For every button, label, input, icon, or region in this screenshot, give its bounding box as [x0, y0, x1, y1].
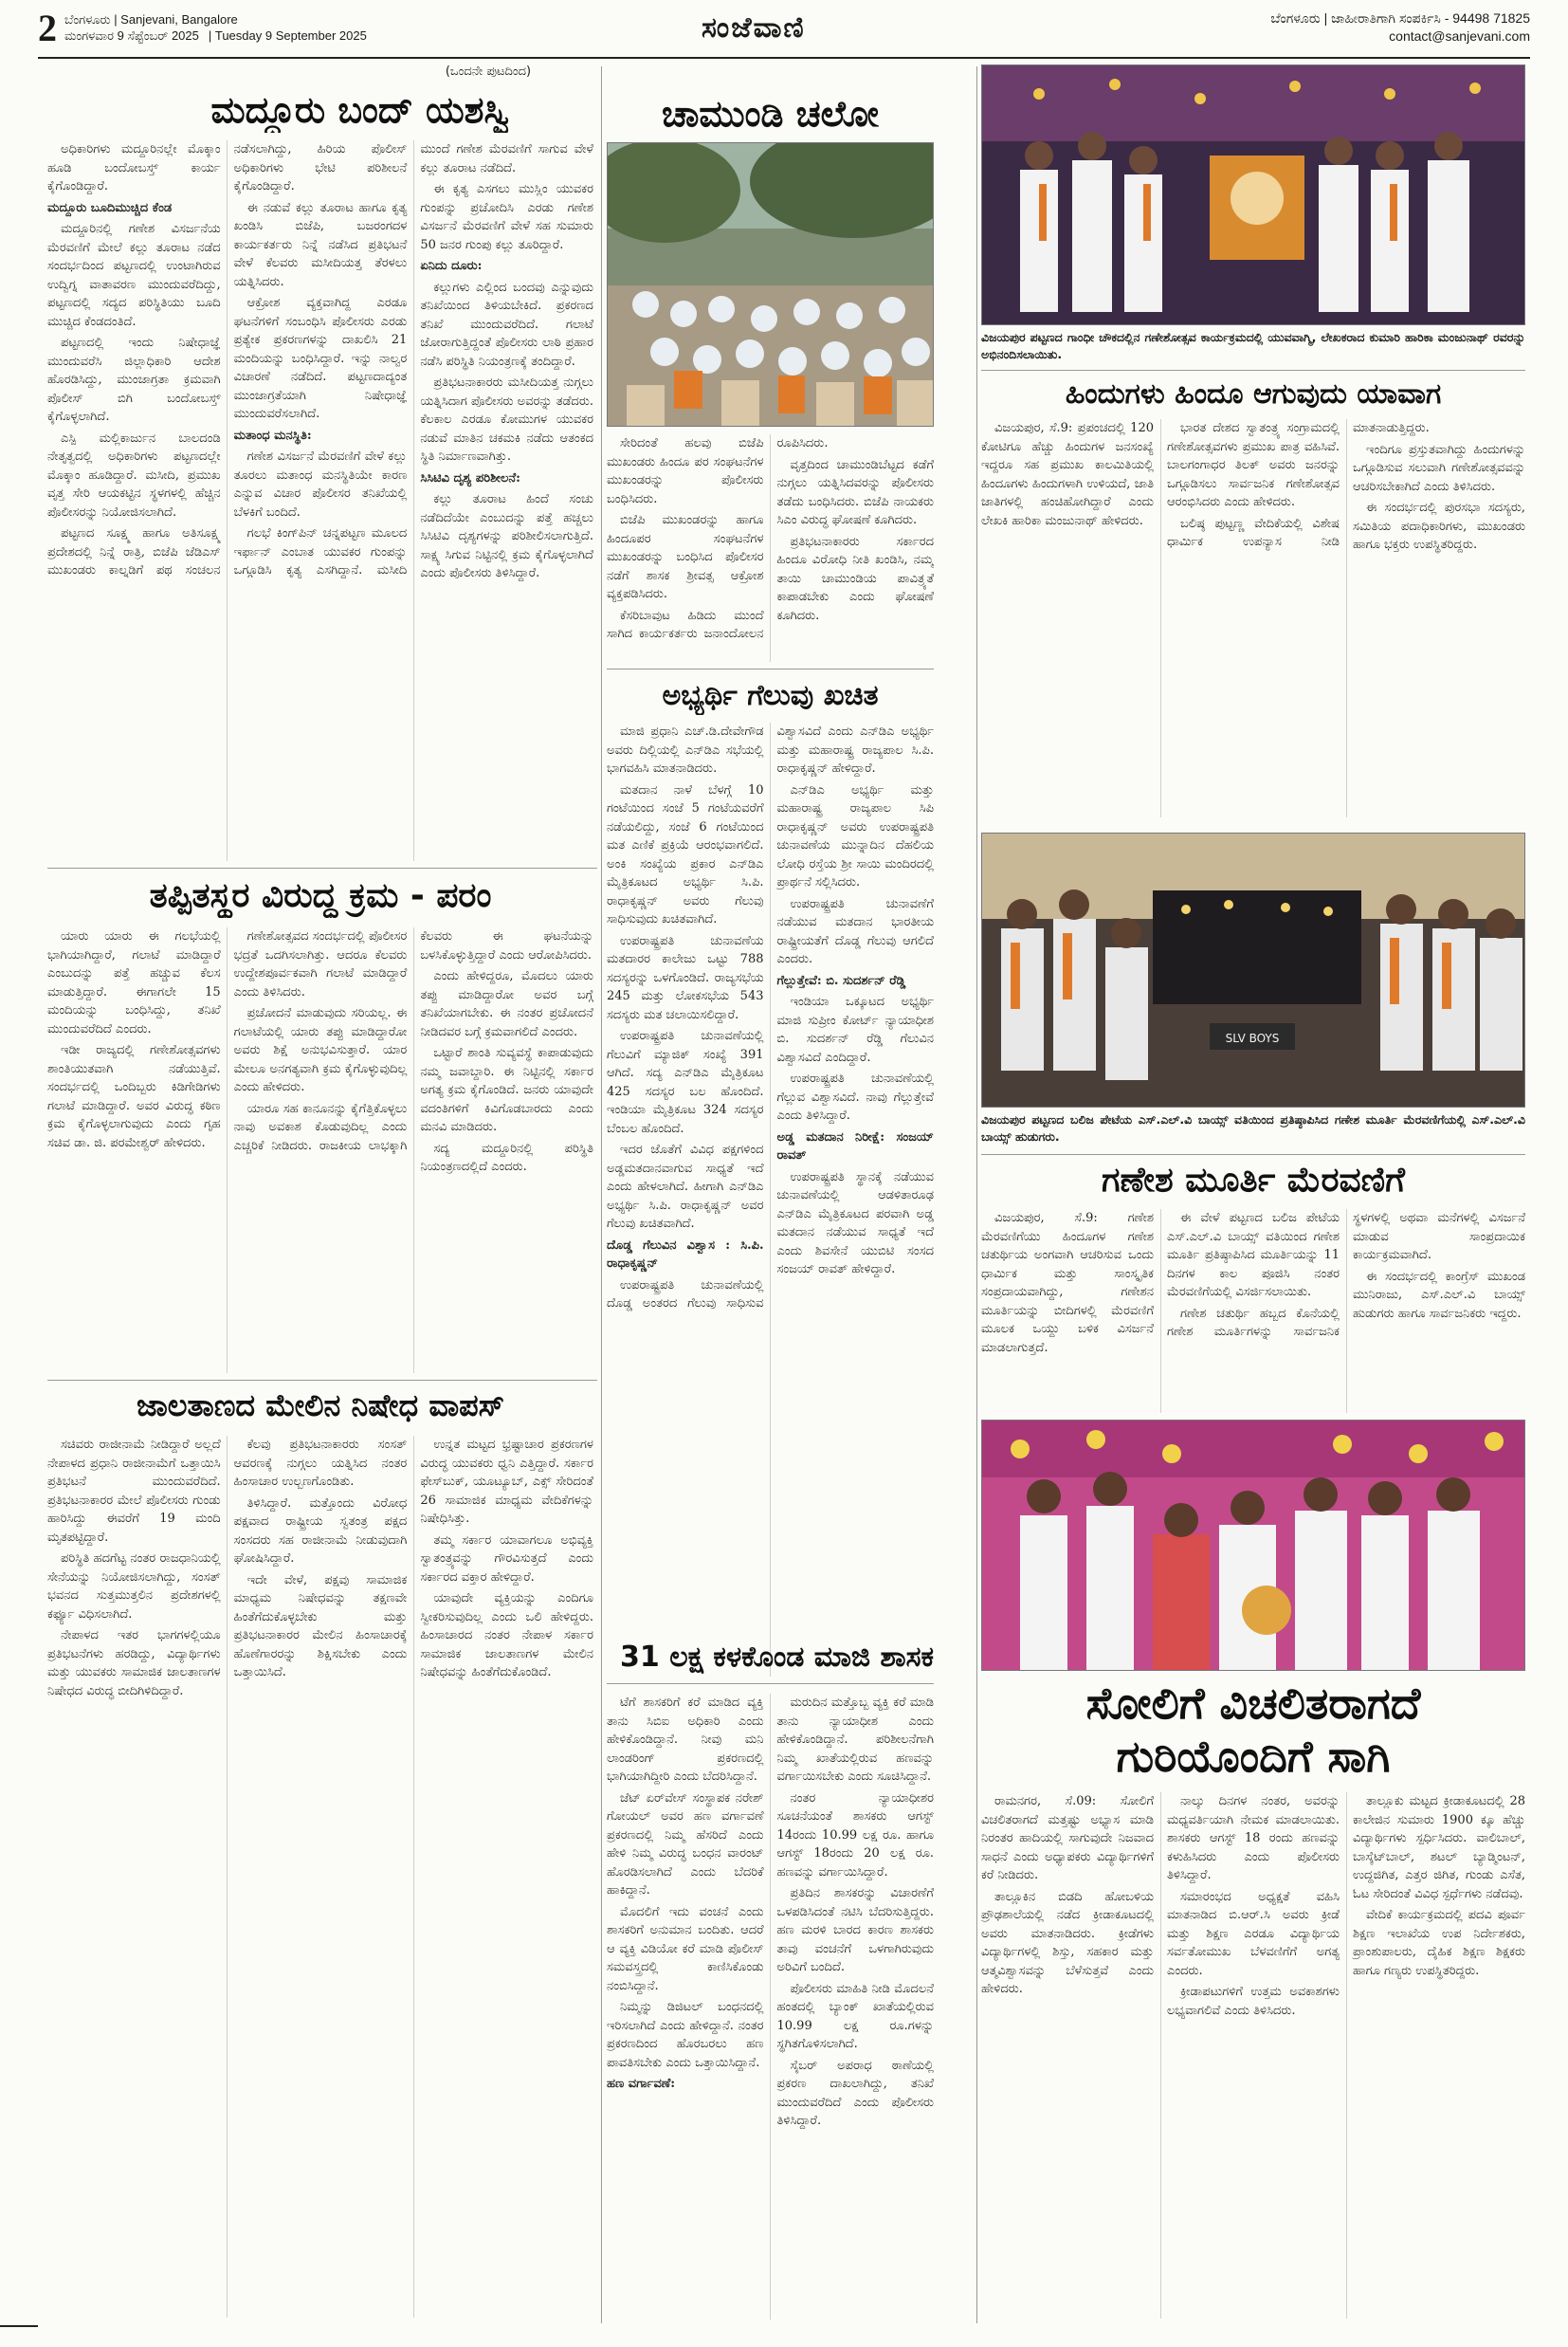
- kicker-continued: (ಒಂದನೇ ಪುಟದಿಂದ): [445, 64, 532, 79]
- paragraph: ಕಲ್ಲು ತೂರಾಟ ಹಿಂದೆ ಸಂಚು ನಡೆದಿದೆಯೇ ಎಂಬುದನ್ನು ಪತ್ತೆ ಹಚ್ಚಲು ಸಿಸಿಟಿವಿ ದೃಶ್ಯಗಳನ್ನು ಪರಿಶೀಲಿಸಲಾಗುತ್ತಿದೆ. ಸಾಕ್ಷ್ಯ ಸಿಗುವ ನಿಟ್ಟಿನಲ್ಲಿ ಕ್ರಮ ಕೈಗೊಳ್ಳಲಾಗಿದೆ ಎಂದು ಪೊಲೀಸರು ತಿಳಿಸಿದ್ದಾರೆ.: [420, 492, 593, 580]
- paragraph: ವೇದಿಕೆ ಕಾರ್ಯಕ್ರಮದಲ್ಲಿ ಪದವಿ ಪೂರ್ವ ಶಿಕ್ಷಣ ಇಲಾಖೆಯ ಉಪ ನಿರ್ದೇಶಕರು, ಪ್ರಾಂಶುಪಾಲರು, ದೈಹಿಕ ಶಿಕ್ಷಣ ಶಿಕ್ಷಕರು ಹಾಗೂ ಗಣ್ಯರು ಉಪಸ್ಥಿತರಿದ್ದರು.: [1353, 1908, 1525, 1978]
- paragraph: ಸೇರಿದಂತೆ ಹಲವು ಬಿಜೆಪಿ ಮುಖಂಡರು ಹಿಂದೂ ಪರ ಸಂಘಟನೆಗಳ ಮುಖಂಡರನ್ನು ಪೊಲೀಸರು ಬಂಧಿಸಿದರು.: [607, 436, 764, 506]
- headline-tappitastara: ತಪ್ಪಿತಸ್ಥರ ವಿರುದ್ಧ ಕ್ರಮ - ಪರಂ: [149, 876, 492, 915]
- paragraph: ಕೆಲವು ಪ್ರತಿಭಟನಾಕಾರರು ಸಂಸತ್ ಆವರಣಕ್ಕೆ ನುಗ್ಗಲು ಯತ್ನಿಸಿದ ನಂತರ ಹಿಂಸಾಚಾರ ಉಲ್ಬಣಗೊಂಡಿತು.: [233, 1438, 408, 1489]
- banner-text: SLV BOYS: [1225, 1032, 1280, 1045]
- date-kannada: ಮಂಗಳವಾರ 9 ಸೆಪ್ಟೆಂಬರ್ 2025: [64, 28, 199, 43]
- protest-crowd-image: [608, 143, 934, 427]
- paragraph: ಉಪರಾಷ್ಟ್ರಪತಿ ಚುನಾವಣೆಯ ಮತದಾರರ ಕಾಲೇಜು ಒಟ್ಟು 788 ಸದಸ್ಯರನ್ನು ಒಳಗೊಂಡಿದೆ. ರಾಜ್ಯಸಭೆಯ 245 ಮತ್ತು ಲೋಕಸಭೆಯ 543 ಸದಸ್ಯರು ಮತ ಚಲಾಯಿಸಲಿದ್ದಾರೆ.: [607, 933, 764, 1022]
- paragraph: ಉನ್ನತ ಮಟ್ಟದ ಭ್ರಷ್ಟಾಚಾರ ಪ್ರಕರಣಗಳ ವಿರುದ್ಧ ಯುವಕರು ಧ್ವನಿ ಎತ್ತಿದ್ದಾರೆ. ಸರ್ಕಾರ ಫೇಸ್‌ಬುಕ್, ಯೂಟ್ಯೂಬ್, ಎಕ್ಸ್ ಸೇರಿದಂತೆ 26 ಸಾಮಾಜಿಕ ಮಾಧ್ಯಮ ವೇದಿಕೆಗಳನ್ನು ನಿಷೇಧಿಸಿತ್ತು.: [420, 1438, 593, 1526]
- paragraph: ಕ್ರೀಡಾಪಟುಗಳಿಗೆ ಉತ್ತಮ ಅವಕಾಶಗಳು ಲಭ್ಯವಾಗಲಿವೆ ಎಂದು ತಿಳಿಸಿದರು.: [1167, 1985, 1340, 2018]
- paragraph: ನೇಪಾಳದ ಇತರ ಭಾಗಗಳಲ್ಲಿಯೂ ಪ್ರತಿಭಟನೆಗಳು ಹರಡಿದ್ದು, ವಿದ್ಯಾರ್ಥಿಗಳು ಮತ್ತು ಯುವಕರು ಸಾಮಾಜಿಕ ಜಾಲತಾಣಗಳ ನಿಷೇಧದ ವಿರುದ್ಧ ಬೀದಿಗಿಳಿದಿದ್ದಾರೆ.: [47, 1628, 221, 1698]
- ad-contact-line: ಬೆಂಗಳೂರು | ಜಾಹೀರಾತಿಗಾಗಿ ಸಂಪರ್ಕಿಸಿ - 94498 71825: [1270, 10, 1530, 26]
- paragraph: ಮಾಜಿ ಪ್ರಧಾನಿ ಎಚ್.ಡಿ.ದೇವೇಗೌಡ ಅವರು ದಿಲ್ಲಿಯಲ್ಲಿ ಎನ್‌ಡಿಎ ಸಭೆಯಲ್ಲಿ ಭಾಗವಹಿಸಿ ಮಾತನಾಡಿದರು.: [607, 724, 764, 776]
- paragraph: ಇದರ ಜೊತೆಗೆ ವಿವಿಧ ಪಕ್ಷಗಳಿಂದ ಅಡ್ಡಮತದಾನವಾಗುವ ಸಾಧ್ಯತೆ ಇದೆ ಎಂದು ಹೇಳಲಾಗಿದೆ. ಹೀಗಾಗಿ ಎನ್‌ಡಿಎ ಅಭ್ಯರ್ಥಿ ಸಿ.ಪಿ. ರಾಧಾಕೃಷ್ಣನ್ ಅವರ ಗೆಲುವು ಖಚಿತವಾಗಿದೆ.: [607, 1143, 764, 1231]
- headline-solige-line2: ಗುರಿಯೊಂದಿಗೆ ಸಾಗಿ: [1116, 1731, 1391, 1782]
- paragraph: ವಿಜಯಪುರ, ಸೆ.9: ಗಣೇಶ ಮೆರವಣಿಗೆಯು ಹಿಂದೂಗಳ ಗಣೇಶ ಚತುರ್ಥಿಯ ಅಂಗವಾಗಿ ಆಚರಿಸುವ ಒಂದು ಧಾರ್ಮಿಕ ಮತ್ತು ಸಾಂಸ್ಕೃತಿಕ ಸಂಪ್ರದಾಯವಾಗಿದ್ದು, ಗಣೇಶನ ಮೂರ್ತಿಯನ್ನು ಬೀದಿಗಳಲ್ಲಿ ಮೆರವಣಿಗೆ ಮೂಲಕ ಒಯ್ದು ಬಳಿಕ ವಿಸರ್ಜನೆ ಮಾಡಲಾಗುತ್ತದೆ.: [981, 1211, 1154, 1355]
- photo-chamundi-protest: [607, 142, 934, 427]
- headline-maddur: ಮದ್ದೂರು ಬಂದ್ ಯಶಸ್ವಿ: [210, 89, 510, 131]
- paragraph: ಬಲಿಷ್ಠ ಪುಟ್ಟಣ್ಣ ವೇದಿಕೆಯಲ್ಲಿ ವಿಶೇಷ ಧಾರ್ಮಿಕ ಉಪನ್ಯಾಸ ನೀಡಿ ಮಾತನಾಡುತ್ತಿದ್ದರು.: [1167, 421, 1430, 549]
- paragraph: ಎಂದು ಹೇಳಿದ್ದರೂ, ಮೊದಲು ಯಾರು ತಪ್ಪು ಮಾಡಿದ್ದಾರೋ ಅವರ ಬಗ್ಗೆ ತನಿಖೆಯಾಗಬೇಕು. ಈ ನಂತರ ಪ್ರಚೋದನೆ ನೀಡಿದವರ ಬಗ್ಗೆ ಕ್ರಮವಾಗಲಿದೆ ಎಂದರು.: [420, 969, 593, 1039]
- paragraph: ಯಾವುದೇ ವ್ಯಕ್ತಿಯನ್ನು ಎಂದಿಗೂ ಸ್ವೀಕರಿಸುವುದಿಲ್ಲ ಎಂದು ಒಲಿ ಹೇಳಿದ್ದರು. ಹಿಂಸಾಚಾರದ ನಂತರ ನೇಪಾಳ ಸರ್ಕಾರ ಸಾಮಾಜಿಕ ಜಾಲತಾಣಗಳ ಮೇಲಿನ ನಿಷೇಧವನ್ನು ಹಿಂತೆಗೆದುಕೊಂಡಿದೆ.: [420, 1591, 593, 1679]
- paragraph: ಮದ್ದೂರಿನಲ್ಲಿ ಗಣೇಶ ವಿಸರ್ಜನೆಯ ಮೆರವಣಿಗೆ ಮೇಲೆ ಕಲ್ಲು ತೂರಾಟ ನಡೆದ ಸಂದರ್ಭದಿಂದ ಪಟ್ಟಣದಲ್ಲಿ ಉಂಟಾಗಿರುವ ಉದ್ವಿಗ್ನ ವಾತಾವರಣ ಮುಂದುವರೆದಿದ್ದು, ಪಟ್ಟಣದಲ್ಲಿ ಸದ್ಯದ ಪರಿಸ್ಥಿತಿಯು ಬೂದಿ ಮುಚ್ಚಿದ ಕೆಂಡದಂತಿದೆ.: [47, 222, 221, 329]
- article-jalatana: [47, 1436, 593, 2318]
- paragraph: ಉಪರಾಷ್ಟ್ರಪತಿ ಚುನಾವಣೆಯಲ್ಲಿ ಗೆಲುವಿಗೆ ಮ್ಯಾಜಿಕ್ ಸಂಖ್ಯೆ 391 ಆಗಿದೆ. ಸದ್ಯ ಎನ್‌ಡಿಎ ಮೈತ್ರಿಕೂಟ 425 ಸದಸ್ಯರ ಬಲ ಹೊಂದಿದೆ. ಇಂಡಿಯಾ ಮೈತ್ರಿಕೂಟ 324 ಸದಸ್ಯರ ಬೆಂಬಲ ಹೊಂದಿದೆ.: [607, 1029, 764, 1136]
- paragraph: ಕೆಸರಿಬಾವುಟ ಹಿಡಿದು ಮುಂದೆ ಸಾಗಿದ ಕಾರ್ಯಕರ್ತರು ಜನಾಂದೋಲನ ರೂಪಿಸಿದರು.: [607, 436, 829, 641]
- paragraph: ಟೆಗೆ ಶಾಸಕರಿಗೆ ಕರೆ ಮಾಡಿದ ವ್ಯಕ್ತಿ ತಾನು ಸಿಬಿಐ ಅಧಿಕಾರಿ ಎಂದು ಹೇಳಿಕೊಂಡಿದ್ದಾನೆ. ನೀವು ಮನಿ ಲಾಂಡರಿಂಗ್ ಪ್ರಕರಣದಲ್ಲಿ ಭಾಗಿಯಾಗಿದ್ದೀರಿ ಎಂದು ಬೆದರಿಸಿದ್ದಾನೆ.: [607, 1696, 764, 1784]
- subhead: ಸಿಸಿಟಿವಿ ದೃಶ್ಯ ಪರಿಶೀಲನೆ:: [420, 470, 520, 486]
- paragraph: ಈ ಸಂದರ್ಭದಲ್ಲಿ ಕಾಂಗ್ರೆಸ್ ಮುಖಂಡ ಮುನಿರಾಜು, ಎಸ್.ಎಲ್.ವಿ ಬಾಯ್ಸ್ ಹುಡುಗರು ಹಾಗೂ ಸಾರ್ವಜನಿಕರು ಇದ್ದರು.: [1353, 1269, 1525, 1321]
- paragraph: ಸದ್ಯ ಮದ್ದೂರಿನಲ್ಲಿ ಪರಿಸ್ಥಿತಿ ನಿಯಂತ್ರಣದಲ್ಲಿದೆ ಎಂದರು.: [420, 1141, 593, 1174]
- section-divider: [47, 1380, 597, 1381]
- section-divider: [981, 370, 1525, 371]
- article-tappitastara: [47, 927, 593, 1373]
- headline-jalatana: ಜಾಲತಾಣದ ಮೇಲಿನ ನಿಷೇಧ ವಾಪಸ್: [136, 1387, 505, 1423]
- inauguration-image: [982, 1421, 1525, 1671]
- paragraph: ತಮ್ಮ ಸರ್ಕಾರ ಯಾವಾಗಲೂ ಅಭಿವ್ಯಕ್ತಿ ಸ್ವಾತಂತ್ರ್ಯವನ್ನು ಗೌರವಿಸುತ್ತದೆ ಎಂದು ಸರ್ಕಾರದ ವಕ್ತಾರ ಹೇಳಿದ್ದಾರೆ.: [420, 1532, 593, 1585]
- subhead: ಮದ್ದೂರು ಬೂದಿಮುಚ್ಚಿದ ಕೆಂಡ: [47, 200, 173, 215]
- article-shasaka: [607, 1694, 934, 2319]
- subhead: ಅಡ್ಡ ಮತದಾನ ನಿರೀಕ್ಷೆ: ಸಂಜಯ್ ರಾವತ್: [776, 1129, 934, 1163]
- paragraph: ಉಪರಾಷ್ಟ್ರಪತಿ ಚುನಾವಣೆಯಲ್ಲಿ ಗೆಲ್ಲುವ ವಿಶ್ವಾಸವಿದೆ. ನಾವು ಗೆಲ್ಲುತ್ತೇವೆ ಎಂದು ತಿಳಿಸಿದ್ದಾರೆ.: [776, 1072, 934, 1123]
- paragraph: ಉಪರಾಷ್ಟ್ರಪತಿ ಸ್ಥಾನಕ್ಕೆ ನಡೆಯುವ ಚುನಾವಣೆಯಲ್ಲಿ ಆಡಳಿತಾರೂಢ ಎನ್‌ಡಿಎ ಮೈತ್ರಿಕೂಟದ ಪರವಾಗಿ ಅಡ್ಡ ಮತದಾನ ನಡೆಯುವ ಸಾಧ್ಯತೆ ಇದೆ ಎಂದು ಶಿವಸೇನೆ ಯುಬಿಟಿ ಸಂಸದ ಸಂಜಯ್ ರಾವತ್ ಹೇಳಿದ್ದಾರೆ.: [776, 1169, 934, 1276]
- caption-slv-boys: ವಿಜಯಪುರ ಪಟ್ಟಣದ ಬಲಿಜ ಪೇಟೆಯ ಎಸ್.ಎಲ್.ವಿ ಬಾಯ್ಸ್ ವತಿಯಿಂದ ಪ್ರತಿಷ್ಠಾಪಿಸಿದ ಗಣೇಶ ಮೂರ್ತಿ ಮೆರವಣಿಗೆಯಲ್ಲಿ ಎಸ್.ಎಲ್.ವಿ ಬಾಯ್ಸ್ ಹುಡುಗರು.: [981, 1112, 1525, 1144]
- paragraph: ಮರುದಿನ ಮತ್ತೊಬ್ಬ ವ್ಯಕ್ತಿ ಕರೆ ಮಾಡಿ ತಾನು ನ್ಯಾಯಾಧೀಶ ಎಂದು ಹೇಳಿಕೊಂಡಿದ್ದಾನೆ. ಪರಿಶೀಲನೆಗಾಗಿ ನಿಮ್ಮ ಖಾತೆಯಲ್ಲಿರುವ ಹಣವನ್ನು ವರ್ಗಾಯಿಸಬೇಕು ಎಂದು ಸೂಚಿಸಿದ್ದಾನೆ.: [776, 1696, 934, 1784]
- slv-boys-group-image: [982, 834, 1525, 1108]
- masthead-rule: [38, 57, 1530, 59]
- article-maddur: [47, 140, 593, 861]
- paragraph: ರಾಮನಗರ, ಸೆ.09: ಸೋಲಿಗೆ ವಿಚಲಿತರಾಗದೆ ಮತ್ತಷ್ಟು ಅಭ್ಯಾಸ ಮಾಡಿ ನಿರಂತರ ಹಾದಿಯಲ್ಲಿ ಸಾಗುವುದೇ ನಿಜವಾದ ಸಾಧನೆ ಎಂದು ಅಧ್ಯಾಪಕರು ವಿದ್ಯಾರ್ಥಿಗಳಿಗೆ ಕರೆ ನೀಡಿದರು.: [981, 1794, 1154, 1882]
- subhead: ಮತಾಂಧ ಮನಸ್ಥಿತಿ:: [233, 428, 312, 443]
- headline-solige-line1: ಸೋಲಿಗೆ ವಿಚಲಿತರಾಗದೆ: [1085, 1678, 1421, 1729]
- headline-abhyarthi: ಅಭ್ಯರ್ಥಿ ಗೆಲುವು ಖಚಿತ: [662, 679, 879, 712]
- paragraph: ಗಣೇಶೋತ್ಸವದ ಸಂದರ್ಭದಲ್ಲಿ ಪೊಲೀಸರ ಭದ್ರತೆ ಒದಗಿಸಲಾಗಿತ್ತು. ಆದರೂ ಕೆಲವರು ಉದ್ದೇಶಪೂರ್ವಕವಾಗಿ ಗಲಾಟೆ ಮಾಡಿದ್ದಾರೆ ಎಂದು ತಿಳಿಸಿದರು.: [233, 929, 408, 999]
- paragraph: ಇಂದಿಗೂ ಪ್ರಸ್ತುತವಾಗಿದ್ದು ಹಿಂದುಗಳನ್ನು ಒಗ್ಗೂಡಿಸುವ ಸಲುವಾಗಿ ಗಣೇಶೋತ್ಸವವನ್ನು ಆಚರಿಸಬೇಕಾಗಿದೆ ಎಂದು ತಿಳಿಸಿದರು.: [1353, 442, 1525, 494]
- paragraph: ಪೊಲೀಸರು ಮಾಹಿತಿ ನೀಡಿ ಮೊದಲನೆ ಹಂತದಲ್ಲಿ ಬ್ಯಾಂಕ್ ಖಾತೆಯಲ್ಲಿರುವ 10.99 ಲಕ್ಷ ರೂ.ಗಳನ್ನು ಸ್ಥಗಿತಗೊಳಿಸಲಾಗಿದೆ.: [776, 1981, 934, 2051]
- edition-info: [64, 11, 376, 44]
- paragraph: ಸೈಬರ್ ಅಪರಾಧ ಠಾಣೆಯಲ್ಲಿ ಪ್ರಕರಣ ದಾಖಲಾಗಿದ್ದು, ತನಿಖೆ ಮುಂದುವರೆದಿದೆ ಎಂದು ಪೊಲೀಸರು ತಿಳಿಸಿದ್ದಾರೆ.: [776, 2058, 934, 2128]
- paragraph: ಮತದಾನ ನಾಳೆ ಬೆಳಗ್ಗೆ 10 ಗಂಟೆಯಿಂದ ಸಂಜೆ 5 ಗಂಟೆಯವರೆಗೆ ನಡೆಯಲಿದ್ದು, ಸಂಜೆ 6 ಗಂಟೆಯಿಂದ ಮತ ಎಣಿಕೆ ಪ್ರಕ್ರಿಯೆ ಆರಂಭವಾಗಲಿದೆ. ಅಂಕಿ ಸಂಖ್ಯೆಯ ಪ್ರಕಾರ ಎನ್‌ಡಿಎ ಮೈತ್ರಿಕೂಟದ ಅಭ್ಯರ್ಥಿ ಸಿ.ಪಿ. ರಾಧಾಕೃಷ್ಣನ್ ಅವರು ಗೆಲುವು ಸಾಧಿಸುವುದು ಖಚಿತವಾಗಿದೆ.: [607, 782, 764, 926]
- column-divider: [976, 66, 977, 2323]
- paragraph: ಪಟ್ಟಣದ ಸೂಕ್ಷ್ಮ ಹಾಗೂ ಅತಿಸೂಕ್ಷ್ಮ ಪ್ರದೇಶದಲ್ಲಿ ನಿನ್ನೆ ರಾತ್ರಿ, ಬಿಜೆಪಿ ಜೆಡಿಎಸ್ ಮುಖಂಡರು ಕಾಲ್ನಡಿಗೆ ಪಥ ಸಂಚಲನ ನಡೆಸಲಾಗಿದ್ದು, ಹಿರಿಯ ಪೊಲೀಸ್ ಅಧಿಕಾರಿಗಳು ಭೇಟಿ ಪರಿಶೀಲನೆ ಕೈಗೊಂಡಿದ್ದಾರೆ.: [47, 142, 408, 578]
- article-solige: [981, 1792, 1525, 2319]
- paragraph: ವಿಜಯಪುರ, ಸೆ.9: ಪ್ರಪಂಚದಲ್ಲಿ 120 ಕೋಟಿಗೂ ಹೆಚ್ಚು ಹಿಂದುಗಳ ಜನಸಂಖ್ಯೆ ಇದ್ದರೂ ಸಹ ಪ್ರಮುಖ ಕಾಲಮಿತಿಯಲ್ಲಿ ಹಿಂದೂಗಳು ಹಿಂದುಗಳಾಗಿ ಉಳಿಯದೆ, ಜಾತಿ ಜಾತಿಗಳಲ್ಲಿ ಹಂಚಿಹೋಗಿದ್ದಾರೆ ಎಂದು ಲೇಖಕಿ ಹಾರಿಕಾ ಮಂಜುನಾಥ್ ಹೇಳಿದರು.: [981, 421, 1154, 528]
- paragraph: ಯಾರೂ ಸಹ ಕಾನೂನನ್ನು ಕೈಗೆತ್ತಿಕೊಳ್ಳಲು ನಾವು ಅವಕಾಶ ಕೊಡುವುದಿಲ್ಲ ಎಂದು ಎಚ್ಚರಿಕೆ ನೀಡಿದರು. ರಾಜಕೀಯ ಲಾಭಕ್ಕಾಗಿ ಕೆಲವರು ಈ ಘಟನೆಯನ್ನು ಬಳಸಿಕೊಳ್ಳುತ್ತಿದ್ದಾರೆ ಎಂದು ಆರೋಪಿಸಿದರು.: [233, 929, 593, 1153]
- paragraph: ಈ ವೇಳೆ ಪಟ್ಟಣದ ಬಲಿಜ ಪೇಟೆಯ ಎಸ್.ಎಲ್.ವಿ ಬಾಯ್ಸ್ ವತಿಯಿಂದ ಗಣೇಶ ಮೂರ್ತಿ ಪ್ರತಿಷ್ಠಾಪಿಸಿದ ಮೂರ್ತಿಯನ್ನು 11 ದಿನಗಳ ಕಾಲ ಪೂಜಿಸಿ ನಂತರ ಮೆರವಣಿಗೆಯಲ್ಲಿ ವಿಸರ್ಜಿಸಲಾಯಿತು.: [1167, 1211, 1340, 1299]
- paragraph: ಪ್ರತಿದಿನ ಶಾಸಕರನ್ನು ವಿಚಾರಣೆಗೆ ಒಳಪಡಿಸಿದಂತೆ ನಟಿಸಿ ಬೆದರಿಸುತ್ತಿದ್ದರು. ಹಣ ಮರಳಿ ಬಾರದ ಕಾರಣ ಶಾಸಕರು ತಾವು ವಂಚನೆಗೆ ಒಳಗಾಗಿರುವುದು ಅರಿವಿಗೆ ಬಂದಿದೆ.: [776, 1886, 934, 1974]
- paragraph: ಉಪರಾಷ್ಟ್ರಪತಿ ಚುನಾವಣೆಗೆ ನಡೆಯುವ ಮತದಾನ ಭಾರತೀಯ ರಾಷ್ಟ್ರೀಯತೆಗೆ ದೊಡ್ಡ ಗೆಲುವು ಆಗಲಿದೆ ಎಂದರು.: [776, 896, 934, 966]
- paragraph: ನಂತರ ನ್ಯಾಯಾಧೀಶರ ಸೂಚನೆಯಂತೆ ಶಾಸಕರು ಆಗಸ್ಟ್ 14ರಂದು 10.99 ಲಕ್ಷ ರೂ. ಹಾಗೂ ಆಗಸ್ಟ್ 18ರಂದು 20 ಲಕ್ಷ ರೂ. ಹಣವನ್ನು ವರ್ಗಾಯಿಸಿದ್ದಾರೆ.: [776, 1790, 934, 1879]
- caption-vijayapura: ವಿಜಯಪುರ ಪಟ್ಟಣದ ಗಾಂಧೀ ಚೌಕದಲ್ಲಿನ ಗಣೇಶೋತ್ಸವ ಕಾರ್ಯಕ್ರಮದಲ್ಲಿ ಯುವವಾಗ್ಮಿ, ಲೇಖಕರಾದ ಕುಮಾರಿ ಹಾರಿಕಾ ಮಂಜುನಾಥ್ ರವರನ್ನು ಅಭಿನಂದಿಸಲಾಯಿತು.: [981, 330, 1525, 361]
- paragraph: ಸಚಿವರು ರಾಜೀನಾಮೆ ನೀಡಿದ್ದಾರೆ ಅಲ್ಲದೆ ನೇಪಾಳದ ಪ್ರಧಾನಿ ರಾಜೀನಾಮೆಗೆ ಒತ್ತಾಯಿಸಿ ಪ್ರತಿಭಟನೆ ಮುಂದುವರೆದಿದೆ. ಪ್ರತಿಭಟನಾಕಾರರ ಮೇಲೆ ಪೊಲೀಸರು ಗುಂಡು ಹಾರಿಸಿದ್ದು ಈವರೆಗೆ 19 ಮಂದಿ ಮೃತಪಟ್ಟಿದ್ದಾರೆ.: [47, 1438, 221, 1545]
- paragraph: ತಿಳಿಸಿದ್ದಾರೆ. ಮತ್ತೊಂದು ವಿರೋಧ ಪಕ್ಷವಾದ ರಾಷ್ಟ್ರೀಯ ಸ್ವತಂತ್ರ ಪಕ್ಷದ ಸಂಸದರು ಸಹ ರಾಜೀನಾಮೆ ನೀಡುವುದಾಗಿ ಘೋಷಿಸಿದ್ದಾರೆ.: [233, 1495, 408, 1566]
- paragraph: ಎನ್‌ಡಿಎ ಅಭ್ಯರ್ಥಿ ಮತ್ತು ಮಹಾರಾಷ್ಟ್ರ ರಾಜ್ಯಪಾಲ ಸಿಪಿ ರಾಧಾಕೃಷ್ಣನ್ ಅವರು ಉಪರಾಷ್ಟ್ರಪತಿ ಚುನಾವಣೆಯ ಮುನ್ನಾದಿನ ದೆಹಲಿಯ ಲೋಧಿ ರಸ್ತೆಯ ಶ್ರೀ ಸಾಯಿ ಮಂದಿರದಲ್ಲಿ ಪ್ರಾರ್ಥನೆ ಸಲ್ಲಿಸಿದರು.: [776, 782, 934, 889]
- paragraph: ಪಟ್ಟಣದಲ್ಲಿ ಇಂದು ನಿಷೇಧಾಜ್ಞೆ ಮುಂದುವರೆಸಿ ಜಿಲ್ಲಾಧಿಕಾರಿ ಆದೇಶ ಹೊರಡಿಸಿದ್ದು, ಮುಂಜಾಗ್ರತಾ ಕ್ರಮವಾಗಿ ಪೊಲೀಸ್ ಬಿಗಿ ಬಂದೋಬಸ್ತ್ ಕೈಗೊಳ್ಳಲಾಗಿದೆ.: [47, 336, 221, 424]
- paragraph: ಉಪರಾಷ್ಟ್ರಪತಿ ಚುನಾವಣೆಯಲ್ಲಿ ದೊಡ್ಡ ಅಂತರದ ಗೆಲುವು ಸಾಧಿಸುವ ವಿಶ್ವಾಸವಿದೆ ಎಂದು ಎನ್‌ಡಿಎ ಅಭ್ಯರ್ಥಿ ಮತ್ತು ಮಹಾರಾಷ್ಟ್ರ ರಾಜ್ಯಪಾಲ ಸಿ.ಪಿ. ರಾಧಾಕೃಷ್ಣನ್ ಹೇಳಿದ್ದಾರೆ.: [607, 724, 934, 1311]
- photo-sports-inauguration: [981, 1420, 1525, 1671]
- paragraph: ನಾಲ್ಕು ದಿನಗಳ ನಂತರ, ಅವರನ್ನು ಮಧ್ಯವರ್ತಿಯಾಗಿ ನೇಮಕ ಮಾಡಲಾಯಿತು. ಶಾಸಕರು ಆಗಸ್ಟ್ 18 ರಂದು ಹಣವನ್ನು ಕಳುಹಿಸಿದರು ಎಂದು ಪೊಲೀಸರು ತಿಳಿಸಿದ್ದಾರೆ.: [1167, 1794, 1340, 1882]
- article-hindugalu: [981, 419, 1525, 817]
- paragraph: ಪ್ರತಿಭಟನಾಕಾರರು ಮಸೀದಿಯತ್ತ ನುಗ್ಗಲು ಯತ್ನಿಸಿದಾಗ ಪೊಲೀಸರು ಅವರನ್ನು ತಡೆದರು. ಕೆಲಕಾಲ ಎರಡೂ ಕೋಮುಗಳ ಯುವಕರ ನಡುವೆ ಮಾತಿನ ಚಕಮಕಿ ನಡೆದು ಆತಂಕದ ಸ್ಥಿತಿ ನಿರ್ಮಾಣವಾಗಿತ್ತು.: [420, 376, 593, 464]
- ad-contact: [1270, 9, 1530, 46]
- city-label: ಬೆಂಗಳೂರು: [64, 12, 111, 27]
- subhead: ಹಣ ವರ್ಗಾವಣೆ:: [607, 2077, 676, 2091]
- subhead: ದೊಡ್ಡ ಗೆಲುವಿನ ವಿಶ್ವಾಸ : ಸಿ.ಪಿ. ರಾಧಾಕೃಷ್ಣನ್: [607, 1238, 764, 1271]
- paragraph: ಪರಿಸ್ಥಿತಿ ಹದಗೆಟ್ಟ ನಂತರ ರಾಜಧಾನಿಯಲ್ಲಿ ಸೇನೆಯನ್ನು ನಿಯೋಜಿಸಲಾಗಿದ್ದು, ಸಂಸತ್ ಭವನದ ಸುತ್ತಮುತ್ತಲಿನ ಪ್ರದೇಶಗಳಲ್ಲಿ ಕರ್ಫ್ಯೂ ವಿಧಿಸಲಾಗಿದೆ.: [47, 1551, 221, 1622]
- footer-rule: [0, 2325, 38, 2327]
- contact-email[interactable]: contact@sanjevani.com: [1389, 28, 1530, 44]
- subhead: ಏನಿದು ದೂರು:: [420, 259, 483, 273]
- paragraph: ಗಣೇಶ ವಿಸರ್ಜನೆ ಮೆರವಣಿಗೆ ವೇಳೆ ಕಲ್ಲು ತೂರಲು ಮತಾಂಧ ಮನಸ್ಥಿತಿಯೇ ಕಾರಣ ಎನ್ನುವ ವಿಚಾರ ಪೊಲೀಸರ ತನಿಖೆಯಲ್ಲಿ ಬೆಳಕಿಗೆ ಬಂದಿದೆ.: [233, 449, 408, 520]
- paragraph: ಬಿಜೆಪಿ ಮುಖಂಡರನ್ನು ಹಾಗೂ ಹಿಂದೂಪರ ಸಂಘಟನೆಗಳ ಮುಖಂಡರನ್ನು ಬಂಧಿಸಿದ ಪೊಲೀಸರ ನಡೆಗೆ ಶಾಸಕ ಶ್ರೀವತ್ಸ ಆಕ್ರೋಶ ವ್ಯಕ್ತಪಡಿಸಿದರು.: [607, 513, 764, 601]
- paragraph: ಇಂಡಿಯಾ ಒಕ್ಕೂಟದ ಅಭ್ಯರ್ಥಿ ಮಾಜಿ ಸುಪ್ರೀಂ ಕೋರ್ಟ್ ನ್ಯಾಯಾಧೀಶ ಬಿ. ಸುದರ್ಶನ್ ರೆಡ್ಡಿ ಗೆಲುವಿನ ವಿಶ್ವಾಸವಿದೆ ಎಂದಿದ್ದಾರೆ.: [776, 995, 934, 1065]
- paragraph: ಪ್ರತಿಭಟನಾಕಾರರು ಸರ್ಕಾರದ ಹಿಂದೂ ವಿರೋಧಿ ನೀತಿ ಖಂಡಿಸಿ, ನಮ್ಮ ತಾಯಿ ಚಾಮುಂಡಿಯ ಪಾವಿತ್ರ್ಯತೆ ಕಾಪಾಡಬೇಕು ಎಂದು ಘೋಷಣೆ ಕೂಗಿದರು.: [776, 534, 934, 623]
- paragraph: ಈ ನಡುವೆ ಕಲ್ಲು ತೂರಾಟ ಹಾಗೂ ಕೃತ್ಯ ಖಂಡಿಸಿ ಬಿಜೆಪಿ, ಬಜರಂಗದಳ ಕಾರ್ಯಕರ್ತರು ನಿನ್ನೆ ನಡೆಸಿದ ಪ್ರತಿಭಟನೆ ವೇಳೆ ಕೆಲವರು ಮಸೀದಿಯತ್ತ ತೆರಳಲು ಯತ್ನಿಸಿದರು.: [233, 200, 408, 289]
- date-english: | Tuesday 9 September 2025: [208, 28, 367, 43]
- paragraph: ಈ ಕೃತ್ಯ ಎಸಗಲು ಮುಸ್ಲಿಂ ಯುವಕರ ಗುಂಪನ್ನು ಪ್ರಚೋದಿಸಿ ಎರಡು ಗಣೇಶ ವಿಸರ್ಜನೆ ಮೆರವಣಿಗೆ ವೇಳೆ ಸಹ ಸುಮಾರು 50 ಜನರ ಗುಂಪು ಕಲ್ಲು ತೂರಿದ್ದಾರೆ.: [420, 182, 593, 252]
- photo-vijayapura-felicitation: [981, 64, 1525, 325]
- photo-slv-boys: [981, 833, 1525, 1108]
- paragraph: ಈ ಸಂದರ್ಭದಲ್ಲಿ ಪುರಸಭಾ ಸದಸ್ಯರು, ಸಮಿತಿಯ ಪದಾಧಿಕಾರಿಗಳು, ಮುಖಂಡರು ಹಾಗೂ ಭಕ್ತರು ಉಪಸ್ಥಿತರಿದ್ದರು.: [1353, 501, 1525, 552]
- paragraph: ಗಣೇಶ ಚತುರ್ಥಿ ಹಬ್ಬದ ಕೊನೆಯಲ್ಲಿ ಗಣೇಶ ಮೂರ್ತಿಗಳನ್ನು ಸಾರ್ವಜನಿಕ ಸ್ಥಳಗಳಲ್ಲಿ ಅಥವಾ ಮನೆಗಳಲ್ಲಿ ವಿಸರ್ಜನೆ ಮಾಡುವ ಸಾಂಪ್ರದಾಯಿಕ ಕಾರ್ಯಕ್ರಮವಾಗಿದೆ.: [1167, 1211, 1525, 1339]
- edition-label: | Sanjevani, Bangalore: [114, 12, 238, 27]
- paragraph: ಯಾರು ಯಾರು ಈ ಗಲಭೆಯಲ್ಲಿ ಭಾಗಿಯಾಗಿದ್ದಾರೆ, ಗಲಾಟೆ ಮಾಡಿದ್ದಾರೆ ಎಂಬುದನ್ನು ಪತ್ತೆ ಹಚ್ಚುವ ಕೆಲಸ ಮಾಡುತ್ತಿದ್ದಾರೆ. ಈಗಾಗಲೇ 15 ಮಂದಿಯನ್ನು ಬಂಧಿಸಿದ್ದು, ತನಿಖೆ ಮುಂದುವರೆದಿದೆ ಎಂದರು.: [47, 929, 221, 1036]
- paragraph: ಎಸ್ಪಿ ಮಲ್ಲಿಕಾರ್ಜುನ ಬಾಲದಂಡಿ ನೇತೃತ್ವದಲ್ಲಿ ಅಧಿಕಾರಿಗಳು ಪಟ್ಟಣದಲ್ಲೇ ಮೊಕ್ಕಾಂ ಹೂಡಿದ್ದಾರೆ. ಮಸೀದಿ, ಪ್ರಮುಖ ವೃತ್ತ ಸೇರಿ ಆಯಕಟ್ಟಿನ ಸ್ಥಳಗಳಲ್ಲಿ ಹೆಚ್ಚಿನ ಪೊಲೀಸರನ್ನು ನಿಯೋಜಿಸಲಾಗಿದೆ.: [47, 431, 221, 520]
- page-number: 2: [38, 7, 57, 49]
- section-divider: [47, 868, 597, 869]
- paragraph: ಮೊದಲಿಗೆ ಇದು ವಂಚನೆ ಎಂದು ಶಾಸಕರಿಗೆ ಅನುಮಾನ ಬಂದಿತು. ಆದರೆ ಆ ವ್ಯಕ್ತಿ ವಿಡಿಯೋ ಕರೆ ಮಾಡಿ ಪೊಲೀಸ್ ಸಮವಸ್ತ್ರದಲ್ಲಿ ಕಾಣಿಸಿಕೊಂಡು ನಂಬಿಸಿದ್ದಾನೆ.: [607, 1904, 764, 1993]
- newspaper-logo: [702, 11, 806, 45]
- section-divider: [607, 1683, 934, 1684]
- paragraph: ಜೆಟ್ ಏರ್‌ವೇಸ್ ಸಂಸ್ಥಾಪಕ ನರೇಶ್ ಗೋಯಲ್ ಅವರ ಹಣ ವರ್ಗಾವಣೆ ಪ್ರಕರಣದಲ್ಲಿ ನಿಮ್ಮ ಹೆಸರಿದೆ ಎಂದು ಹೇಳಿ ನಿಮ್ಮ ವಿರುದ್ಧ ಬಂಧನ ವಾರಂಟ್ ಹೊರಡಿಸಲಾಗಿದೆ ಎಂದು ಬೆದರಿಕೆ ಹಾಕಿದ್ದಾನೆ.: [607, 1790, 764, 1898]
- column-divider: [601, 66, 602, 2323]
- headline-chamundi: ಚಾಮುಂಡಿ ಚಲೋ: [662, 93, 879, 135]
- paragraph: ಗಲಭೆ ಕಿಂಗ್‌ಪಿನ್ ಚನ್ನಪಟ್ಟಣ ಮೂಲದ ಇರ್ಫಾನ್ ಎಂಬಾತ ಯುವಕರ ಗುಂಪನ್ನು ಒಗ್ಗೂಡಿಸಿ ಕೃತ್ಯ ಎಸಗಿದ್ದಾನೆ. ಮಸೀದಿ ಮುಂದೆ ಗಣೇಶ ಮೆರವಣಿಗೆ ಸಾಗುವ ವೇಳೆ ಕಲ್ಲು ತೂರಾಟ ನಡೆದಿದೆ.: [233, 142, 593, 578]
- article-abhyarthi: [607, 723, 934, 1677]
- felicitation-group-image: [982, 65, 1525, 325]
- article-ganesha: [981, 1209, 1525, 1413]
- article-chamundi: [607, 434, 934, 662]
- brand-name: ಸಂಜೆವಾಣಿ: [702, 11, 806, 45]
- paragraph: ಇದೇ ವೇಳೆ, ಪಕ್ಷವು ಸಾಮಾಜಿಕ ಮಾಧ್ಯಮ ನಿಷೇಧವನ್ನು ತಕ್ಷಣವೇ ಹಿಂತೆಗೆದುಕೊಳ್ಳಬೇಕು ಮತ್ತು ಪ್ರತಿಭಟನಾಕಾರರ ಮೇಲಿನ ಹಿಂಸಾಚಾರಕ್ಕೆ ಹೊಣೆಗಾರರನ್ನು ಶಿಕ್ಷಿಸಬೇಕು ಎಂದು ಒತ್ತಾಯಿಸಿದೆ.: [233, 1572, 408, 1679]
- paragraph: ತಾಲ್ಲೂಕಿನ ಬಿಡದಿ ಹೋಬಳಿಯ ಪ್ರೌಢಶಾಲೆಯಲ್ಲಿ ನಡೆದ ಕ್ರೀಡಾಕೂಟದಲ್ಲಿ ಅವರು ಮಾತನಾಡಿದರು. ಕ್ರೀಡೆಗಳು ವಿದ್ಯಾರ್ಥಿಗಳಲ್ಲಿ ಶಿಸ್ತು, ಸಹಕಾರ ಮತ್ತು ಆತ್ಮವಿಶ್ವಾಸವನ್ನು ಬೆಳೆಸುತ್ತವೆ ಎಂದು ಹೇಳಿದರು.: [981, 1889, 1154, 1996]
- section-divider: [981, 1154, 1525, 1155]
- paragraph: ಸಮಾರಂಭದ ಅಧ್ಯಕ್ಷತೆ ವಹಿಸಿ ಮಾತನಾಡಿದ ಬಿ.ಆರ್.ಸಿ ಅವರು ಕ್ರೀಡೆ ಮತ್ತು ಶಿಕ್ಷಣ ಎರಡೂ ವಿದ್ಯಾರ್ಥಿಯ ಸರ್ವತೋಮುಖ ಬೆಳವಣಿಗೆಗೆ ಅಗತ್ಯ ಎಂದರು.: [1167, 1889, 1340, 1978]
- masthead: [38, 9, 1530, 53]
- paragraph: ಒಟ್ಟಾರೆ ಶಾಂತಿ ಸುವ್ಯವಸ್ಥೆ ಕಾಪಾಡುವುದು ನಮ್ಮ ಜವಾಬ್ದಾರಿ. ಈ ನಿಟ್ಟಿನಲ್ಲಿ ಸರ್ಕಾರ ಅಗತ್ಯ ಕ್ರಮ ಕೈಗೊಂಡಿದೆ. ಜನರು ಯಾವುದೇ ವದಂತಿಗಳಿಗೆ ಕಿವಿಗೊಡಬಾರದು ಎಂದು ಮನವಿ ಮಾಡಿದರು.: [420, 1046, 593, 1134]
- headline-ganesha: ಗಣೇಶ ಮೂರ್ತಿ ಮೆರವಣಿಗೆ: [1101, 1161, 1405, 1200]
- subhead: ಗೆಲ್ಲುತ್ತೇವೆ: ಬಿ. ಸುದರ್ಶನ್ ರೆಡ್ಡಿ: [776, 973, 906, 988]
- paragraph: ಪ್ರಚೋದನೆ ಮಾಡುವುದು ಸರಿಯಲ್ಲ. ಈ ಗಲಾಟೆಯಲ್ಲಿ ಯಾರು ತಪ್ಪು ಮಾಡಿದ್ದಾರೋ ಅವರು ಶಿಕ್ಷೆ ಅನುಭವಿಸುತ್ತಾರೆ. ಯಾರ ಮೇಲೂ ಅನಗತ್ಯವಾಗಿ ಕ್ರಮ ಕೈಗೊಳ್ಳುವುದಿಲ್ಲ ಎಂದು ಹೇಳಿದರು.: [233, 1006, 408, 1094]
- paragraph: ಇಡೀ ರಾಜ್ಯದಲ್ಲಿ ಗಣೇಶೋತ್ಸವಗಳು ಶಾಂತಿಯುತವಾಗಿ ನಡೆಯುತ್ತಿವೆ. ಸಂದರ್ಭದಲ್ಲಿ ಒಂದಿಬ್ಬರು ಕಿಡಿಗೇಡಿಗಳು ಗಲಾಟೆ ಮಾಡಿದ್ದಾರೆ. ಅವರ ವಿರುದ್ಧ ಕಠಿಣ ಕ್ರಮ ಕೈಗೊಳ್ಳಲಾಗುವುದು ಎಂದು ಗೃಹ ಸಚಿವ ಡಾ. ಜಿ. ಪರಮೇಶ್ವರ್ ಹೇಳಿದರು.: [47, 1043, 221, 1150]
- paragraph: ನಿಮ್ಮನ್ನು ಡಿಜಿಟಲ್ ಬಂಧನದಲ್ಲಿ ಇರಿಸಲಾಗಿದೆ ಎಂದು ಹೇಳಿದ್ದಾನೆ. ನಂತರ ಪ್ರಕರಣದಿಂದ ಹೊರಬರಲು ಹಣ ಪಾವತಿಸಬೇಕು ಎಂದು ಒತ್ತಾಯಿಸಿದ್ದಾನೆ.: [607, 2000, 764, 2070]
- headline-shasaka: 31 ಲಕ್ಷ ಕಳಕೊಂಡ ಮಾಜಿ ಶಾಸಕ: [620, 1641, 934, 1674]
- paragraph: ಕಲ್ಲುಗಳು ಎಲ್ಲಿಂದ ಬಂದವು ಎನ್ನುವುದು ತನಿಖೆಯಿಂದ ತಿಳಿಯಬೇಕಿದೆ. ಪ್ರಕರಣದ ತನಿಖೆ ಮುಂದುವರೆದಿದೆ. ಗಲಾಟೆ ಜೋರಾಗುತ್ತಿದ್ದಂತೆ ಪೊಲೀಸರು ಲಾಠಿ ಪ್ರಹಾರ ನಡೆಸಿ ಪರಿಸ್ಥಿತಿ ನಿಯಂತ್ರಣಕ್ಕೆ ತಂದಿದ್ದಾರೆ.: [420, 280, 593, 369]
- paragraph: ತಾಲ್ಲೂಕು ಮಟ್ಟದ ಕ್ರೀಡಾಕೂಟದಲ್ಲಿ 28 ಕಾಲೇಜಿನ ಸುಮಾರು 1900 ಕ್ಕೂ ಹೆಚ್ಚು ವಿದ್ಯಾರ್ಥಿಗಳು ಸ್ಪರ್ಧಿಸಿದರು. ವಾಲಿಬಾಲ್, ಬಾಸ್ಕೆಟ್‌ಬಾಲ್, ಶಟಲ್ ಬ್ಯಾಡ್ಮಿಂಟನ್, ಉದ್ದಜಿಗಿತ, ಎತ್ತರ ಜಿಗಿತ, ಗುಂಡು ಎಸೆತ, ಓಟ ಸೇರಿದಂತೆ ವಿವಿಧ ಸ್ಪರ್ಧೆಗಳು ನಡೆದವು.: [1353, 1794, 1525, 1901]
- paragraph: ಅಧಿಕಾರಿಗಳು ಮದ್ದೂರಿನಲ್ಲೇ ಮೊಕ್ಕಾಂ ಹೂಡಿ ಬಂದೋಬಸ್ತ್ ಕಾರ್ಯ ಕೈಗೊಂಡಿದ್ದಾರೆ.: [47, 142, 221, 193]
- paragraph: ಭಾರತ ದೇಶದ ಸ್ವಾತಂತ್ರ್ಯ ಸಂಗ್ರಾಮದಲ್ಲಿ ಗಣೇಶೋತ್ಸವಗಳು ಪ್ರಮುಖ ಪಾತ್ರ ವಹಿಸಿವೆ. ಬಾಲಗಂಗಾಧರ ತಿಲಕ್ ಅವರು ಜನರನ್ನು ಒಗ್ಗೂಡಿಸಲು ಸಾರ್ವಜನಿಕ ಗಣೇಶೋತ್ಸವ ಆರಂಭಿಸಿದರು ಎಂದು ಹೇಳಿದರು.: [1167, 421, 1340, 509]
- paragraph: ವೃತ್ತದಿಂದ ಚಾಮುಂಡಿಬೆಟ್ಟದ ಕಡೆಗೆ ನುಗ್ಗಲು ಯತ್ನಿಸಿದವರನ್ನು ಪೊಲೀಸರು ತಡೆದು ಬಂಧಿಸಿದರು. ಬಿಜೆಪಿ ನಾಯಕರು ಸಿಎಂ ವಿರುದ್ಧ ಘೋಷಣೆ ಕೂಗಿದರು.: [776, 457, 934, 527]
- paragraph: ಆಕ್ರೋಶ ವ್ಯಕ್ತವಾಗಿದ್ದ ಎರಡೂ ಘಟನೆಗಳಿಗೆ ಸಂಬಂಧಿಸಿ ಪೊಲೀಸರು ಎರಡು ಪ್ರತ್ಯೇಕ ಪ್ರಕರಣಗಳನ್ನು ದಾಖಲಿಸಿ 21 ಮಂದಿಯನ್ನು ಬಂಧಿಸಿದ್ದಾರೆ. ಇನ್ನು ನಾಲ್ವರ ವಿಚಾರಣೆ ನಡೆದಿದೆ. ಪಟ್ಟಣದಾದ್ಯಂತ ಮುಂಜಾಗ್ರತೆಯಾಗಿ ನಿಷೇಧಾಜ್ಞೆ ಮುಂದುವರೆಸಲಾಗಿದೆ.: [233, 296, 408, 421]
- headline-hindugalu: ಹಿಂದುಗಳು ಹಿಂದೂ ಆಗುವುದು ಯಾವಾಗ: [1065, 377, 1442, 411]
